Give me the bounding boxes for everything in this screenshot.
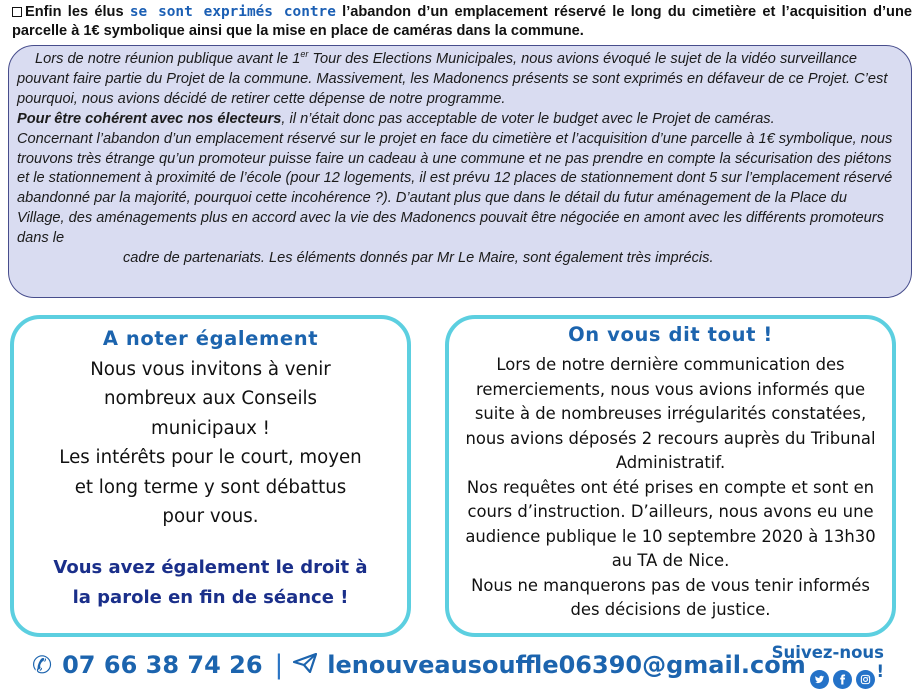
statement-paragraph-3: Concernant l’abandon d’un emplacement réservé sur le projet en face du cimetière et l’acquisition d’une parcelle à 1€ symbolique, nous trouvons très étrange qu’un promoteur puisse faire un cadeau à une commune et ne pas prendre en compte la sécurisation des piétons et le stationnement à proximité de l’école (pour 12 logements, il est prévu 12 places de stationnement dont 5 sur l’emplacement réservé abandonné par la majorité, pourquoi cette incohérence ?). D’autant plus que dans le détail du futur aménagement de la Place du Village, des aménagements plus en accord avec la vie des Madonencs pouvait être négociée en amont avec les différents promoteurs dans le bbox=[17, 130, 893, 247]
note-panel-title: A noter également bbox=[102, 327, 319, 350]
intro-paragraph bbox=[12, 3, 912, 41]
info-line: Administratif. bbox=[615, 453, 726, 472]
intro-highlight: se sont exprimés contre bbox=[129, 4, 336, 20]
statement-p1-text: Lors de notre réunion publique avant le 1 bbox=[35, 51, 301, 67]
phone-number[interactable]: 07 66 38 74 26 bbox=[62, 651, 263, 679]
phone-icon: ✆ bbox=[32, 651, 53, 679]
info-panel-title: On vous dit tout ! bbox=[568, 323, 773, 346]
info-line: Nous ne manquerons pas de vous tenir informés bbox=[471, 575, 870, 595]
info-line: au TA de Nice. bbox=[611, 551, 730, 570]
statement-p1-text-cont: Tour des Elections Municipales, nous avions évoqué le sujet de la vidéo surveillance pouvant faire partie du Projet de la commune. Massivement, les Madonencs présents se sont exprimés en défaveur de ce Projet. C’est pourquoi, nous avions décidé de retirer cette dépense de notre programme. bbox=[17, 51, 888, 107]
note-panel bbox=[10, 315, 411, 637]
note-line: pour vous. bbox=[162, 506, 259, 528]
instagram-icon[interactable] bbox=[856, 670, 875, 689]
follow-us-label: Suivez-nous ! bbox=[771, 643, 884, 681]
note-line: et long terme y sont débattus bbox=[74, 476, 347, 498]
statement-paragraph-1 bbox=[17, 50, 895, 110]
statement-paragraph-4: cadre de partenariats. Les éléments donnés par Mr Le Maire, sont également très imprécis. bbox=[123, 250, 714, 267]
info-line: nous avions déposés 2 recours auprès du Tribunal bbox=[465, 428, 876, 448]
opposition-statement-box bbox=[8, 45, 912, 298]
info-line: suite à de nombreuses irrégularités constatées, bbox=[474, 404, 867, 423]
email-link[interactable]: lenouveausouffle06390@gmail.com bbox=[327, 651, 806, 679]
statement-paragraph-2 bbox=[17, 110, 895, 130]
twitter-icon[interactable] bbox=[810, 670, 829, 689]
info-line: Lors de notre dernière communication des bbox=[496, 355, 845, 374]
callout-line: Vous avez également le droit à bbox=[53, 557, 368, 579]
contact-separator: | bbox=[274, 650, 284, 680]
checkbox-bullet-icon bbox=[12, 7, 22, 17]
note-line: Les intérêts pour le court, moyen bbox=[59, 447, 362, 469]
info-line: cours d’instruction. D’ailleurs, nous avons eu une bbox=[467, 502, 874, 521]
statement-p2-bold: Pour être cohérent avec nos électeurs bbox=[17, 110, 282, 127]
info-panel bbox=[445, 315, 896, 637]
send-icon bbox=[293, 651, 317, 679]
facebook-icon[interactable] bbox=[833, 670, 852, 689]
note-line: municipaux ! bbox=[151, 417, 270, 439]
info-panel-body bbox=[449, 353, 892, 623]
info-line: des décisions de justice. bbox=[570, 600, 771, 619]
statement-p2-text: , il n’était donc pas acceptable de voter le budget avec le Projet de caméras. bbox=[281, 110, 775, 127]
statement-p1-superscript: er bbox=[300, 49, 309, 60]
info-line: audience publique le 10 septembre 2020 à 13h30 bbox=[465, 526, 876, 546]
info-line: remerciements, nous vous avions informés que bbox=[475, 379, 866, 399]
intro-text-before: Enfin les élus bbox=[25, 4, 130, 20]
note-panel-callout bbox=[14, 553, 407, 612]
callout-line: la parole en fin de séance ! bbox=[72, 586, 349, 608]
social-links bbox=[806, 670, 875, 689]
note-line: nombreux aux Conseils bbox=[103, 388, 318, 410]
note-line: Nous vous invitons à venir bbox=[90, 359, 331, 380]
contact-bar bbox=[32, 646, 806, 684]
info-line: Nos requêtes ont été prises en compte et sont en bbox=[466, 477, 875, 497]
note-panel-body bbox=[14, 355, 407, 531]
intro-text-after: l’abandon d’un emplacement réservé le long du cimetière et l’acquisition d’une parcelle à 1€ symbolique ainsi que la mise en place de caméras dans la commune. bbox=[12, 4, 912, 39]
